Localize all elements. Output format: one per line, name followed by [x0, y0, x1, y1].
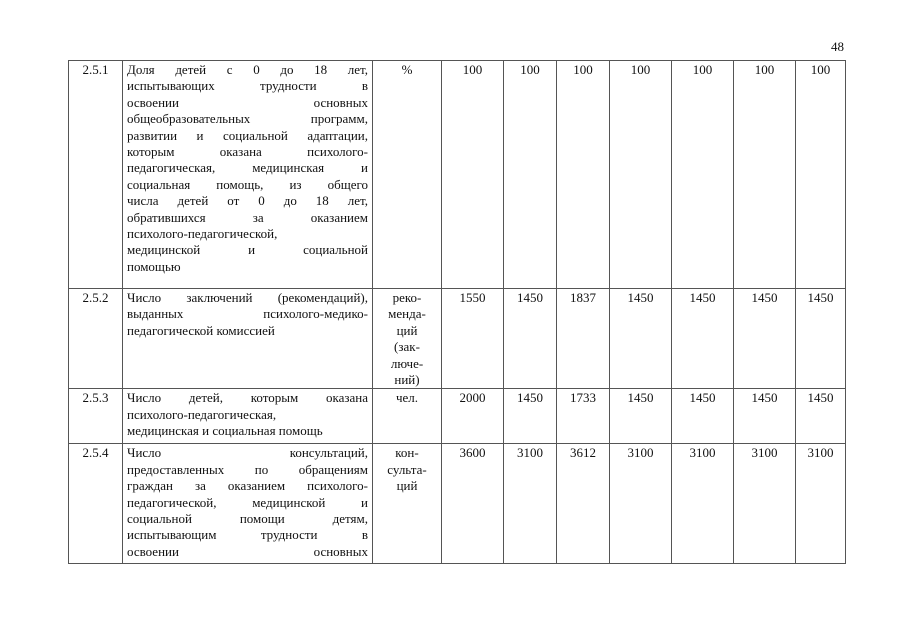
- description-line: испытывающим трудности в: [127, 527, 368, 543]
- value-cell: 3612: [557, 444, 610, 564]
- row-number: 2.5.3: [69, 389, 123, 444]
- description-line: выданных психолого-медико-: [127, 306, 368, 322]
- unit-of-measure: [373, 61, 442, 289]
- value-cell: 1550: [442, 289, 504, 389]
- row-number: 2.5.1: [69, 61, 123, 289]
- unit-line: чел.: [395, 390, 419, 406]
- description-line: психолого-педагогической,: [127, 226, 278, 242]
- unit-line: ций: [396, 478, 418, 494]
- value-cell: 1837: [557, 289, 610, 389]
- description-line: граждан за оказанием психолого-: [127, 478, 368, 494]
- unit-line: (зак-: [394, 339, 420, 355]
- row-number: 2.5.4: [69, 444, 123, 564]
- value-cell: 100: [504, 61, 557, 289]
- indicator-description: [123, 61, 373, 289]
- description-line: обратившихся за оказанием: [127, 209, 368, 225]
- description-line: которым оказана психолого-: [127, 144, 368, 160]
- description-line: Доля детей с 0 до 18 лет,: [127, 62, 368, 77]
- value-cell: 3600: [442, 444, 504, 564]
- value-cell: 1450: [734, 389, 796, 444]
- description-line: медицинской и социальной: [127, 242, 368, 258]
- value-cell: 100: [796, 61, 846, 289]
- description-line: Число консультаций,: [127, 445, 368, 461]
- value-cell: 100: [672, 61, 734, 289]
- description-line: общеобразовательных программ,: [127, 111, 368, 127]
- value-cell: 1450: [504, 289, 557, 389]
- page-number: 48: [831, 39, 844, 54]
- indicator-table: [68, 60, 846, 564]
- unit-line: кон-: [395, 445, 419, 461]
- value-cell: 1450: [610, 289, 672, 389]
- value-cell: 3100: [504, 444, 557, 564]
- value-cell: 100: [610, 61, 672, 289]
- description-line: освоении основных: [127, 94, 368, 110]
- description-line: педагогической, медицинской и: [127, 494, 368, 510]
- description-line: предоставленных по обращениям: [127, 461, 368, 477]
- unit-line: сульта-: [387, 461, 427, 477]
- value-cell: 3100: [796, 444, 846, 564]
- table-body: [69, 61, 846, 564]
- description-line: развитии и социальной адаптации,: [127, 127, 368, 143]
- value-cell: 100: [557, 61, 610, 289]
- row-number: 2.5.2: [69, 289, 123, 389]
- table-row: [69, 61, 846, 289]
- unit-of-measure: [373, 444, 442, 564]
- description-line: социальная помощь, из общего: [127, 176, 368, 192]
- unit-line: %: [401, 62, 413, 77]
- table-row: [69, 389, 846, 444]
- unit-line: реко-: [392, 290, 422, 305]
- table-row: [69, 289, 846, 389]
- value-cell: 1450: [796, 289, 846, 389]
- value-cell: 1450: [504, 389, 557, 444]
- description-line: Число заключений (рекомендаций),: [127, 290, 368, 305]
- description-line: числа детей от 0 до 18 лет,: [127, 193, 368, 209]
- description-line: педагогическая, медицинская и: [127, 160, 368, 176]
- value-cell: 3100: [672, 444, 734, 564]
- unit-of-measure: [373, 289, 442, 389]
- indicator-description: [123, 289, 373, 389]
- value-cell: 2000: [442, 389, 504, 444]
- description-line: испытывающих трудности в: [127, 78, 368, 94]
- value-cell: 3100: [734, 444, 796, 564]
- description-line: социальной помощи детям,: [127, 511, 368, 527]
- description-line: Число детей, которым оказана: [127, 390, 368, 406]
- unit-of-measure: [373, 389, 442, 444]
- value-cell: 1450: [734, 289, 796, 389]
- table-row: [69, 444, 846, 564]
- unit-line: ний): [394, 372, 420, 388]
- value-cell: 3100: [610, 444, 672, 564]
- description-line: освоении основных: [127, 543, 368, 559]
- indicator-description: [123, 444, 373, 564]
- unit-line: ций: [396, 322, 418, 338]
- value-cell: 1450: [796, 389, 846, 444]
- indicator-description: [123, 389, 373, 444]
- value-cell: 1733: [557, 389, 610, 444]
- value-cell: 1450: [672, 389, 734, 444]
- value-cell: 100: [734, 61, 796, 289]
- value-cell: 1450: [672, 289, 734, 389]
- unit-line: люче-: [390, 355, 424, 371]
- description-line: психолого-педагогическая,: [127, 406, 277, 422]
- description-line: медицинская и социальная помощь: [127, 423, 323, 439]
- value-cell: 100: [442, 61, 504, 289]
- description-line: помощью: [127, 258, 181, 274]
- description-line: педагогической комиссией: [127, 322, 275, 338]
- unit-line: менда-: [388, 306, 426, 322]
- value-cell: 1450: [610, 389, 672, 444]
